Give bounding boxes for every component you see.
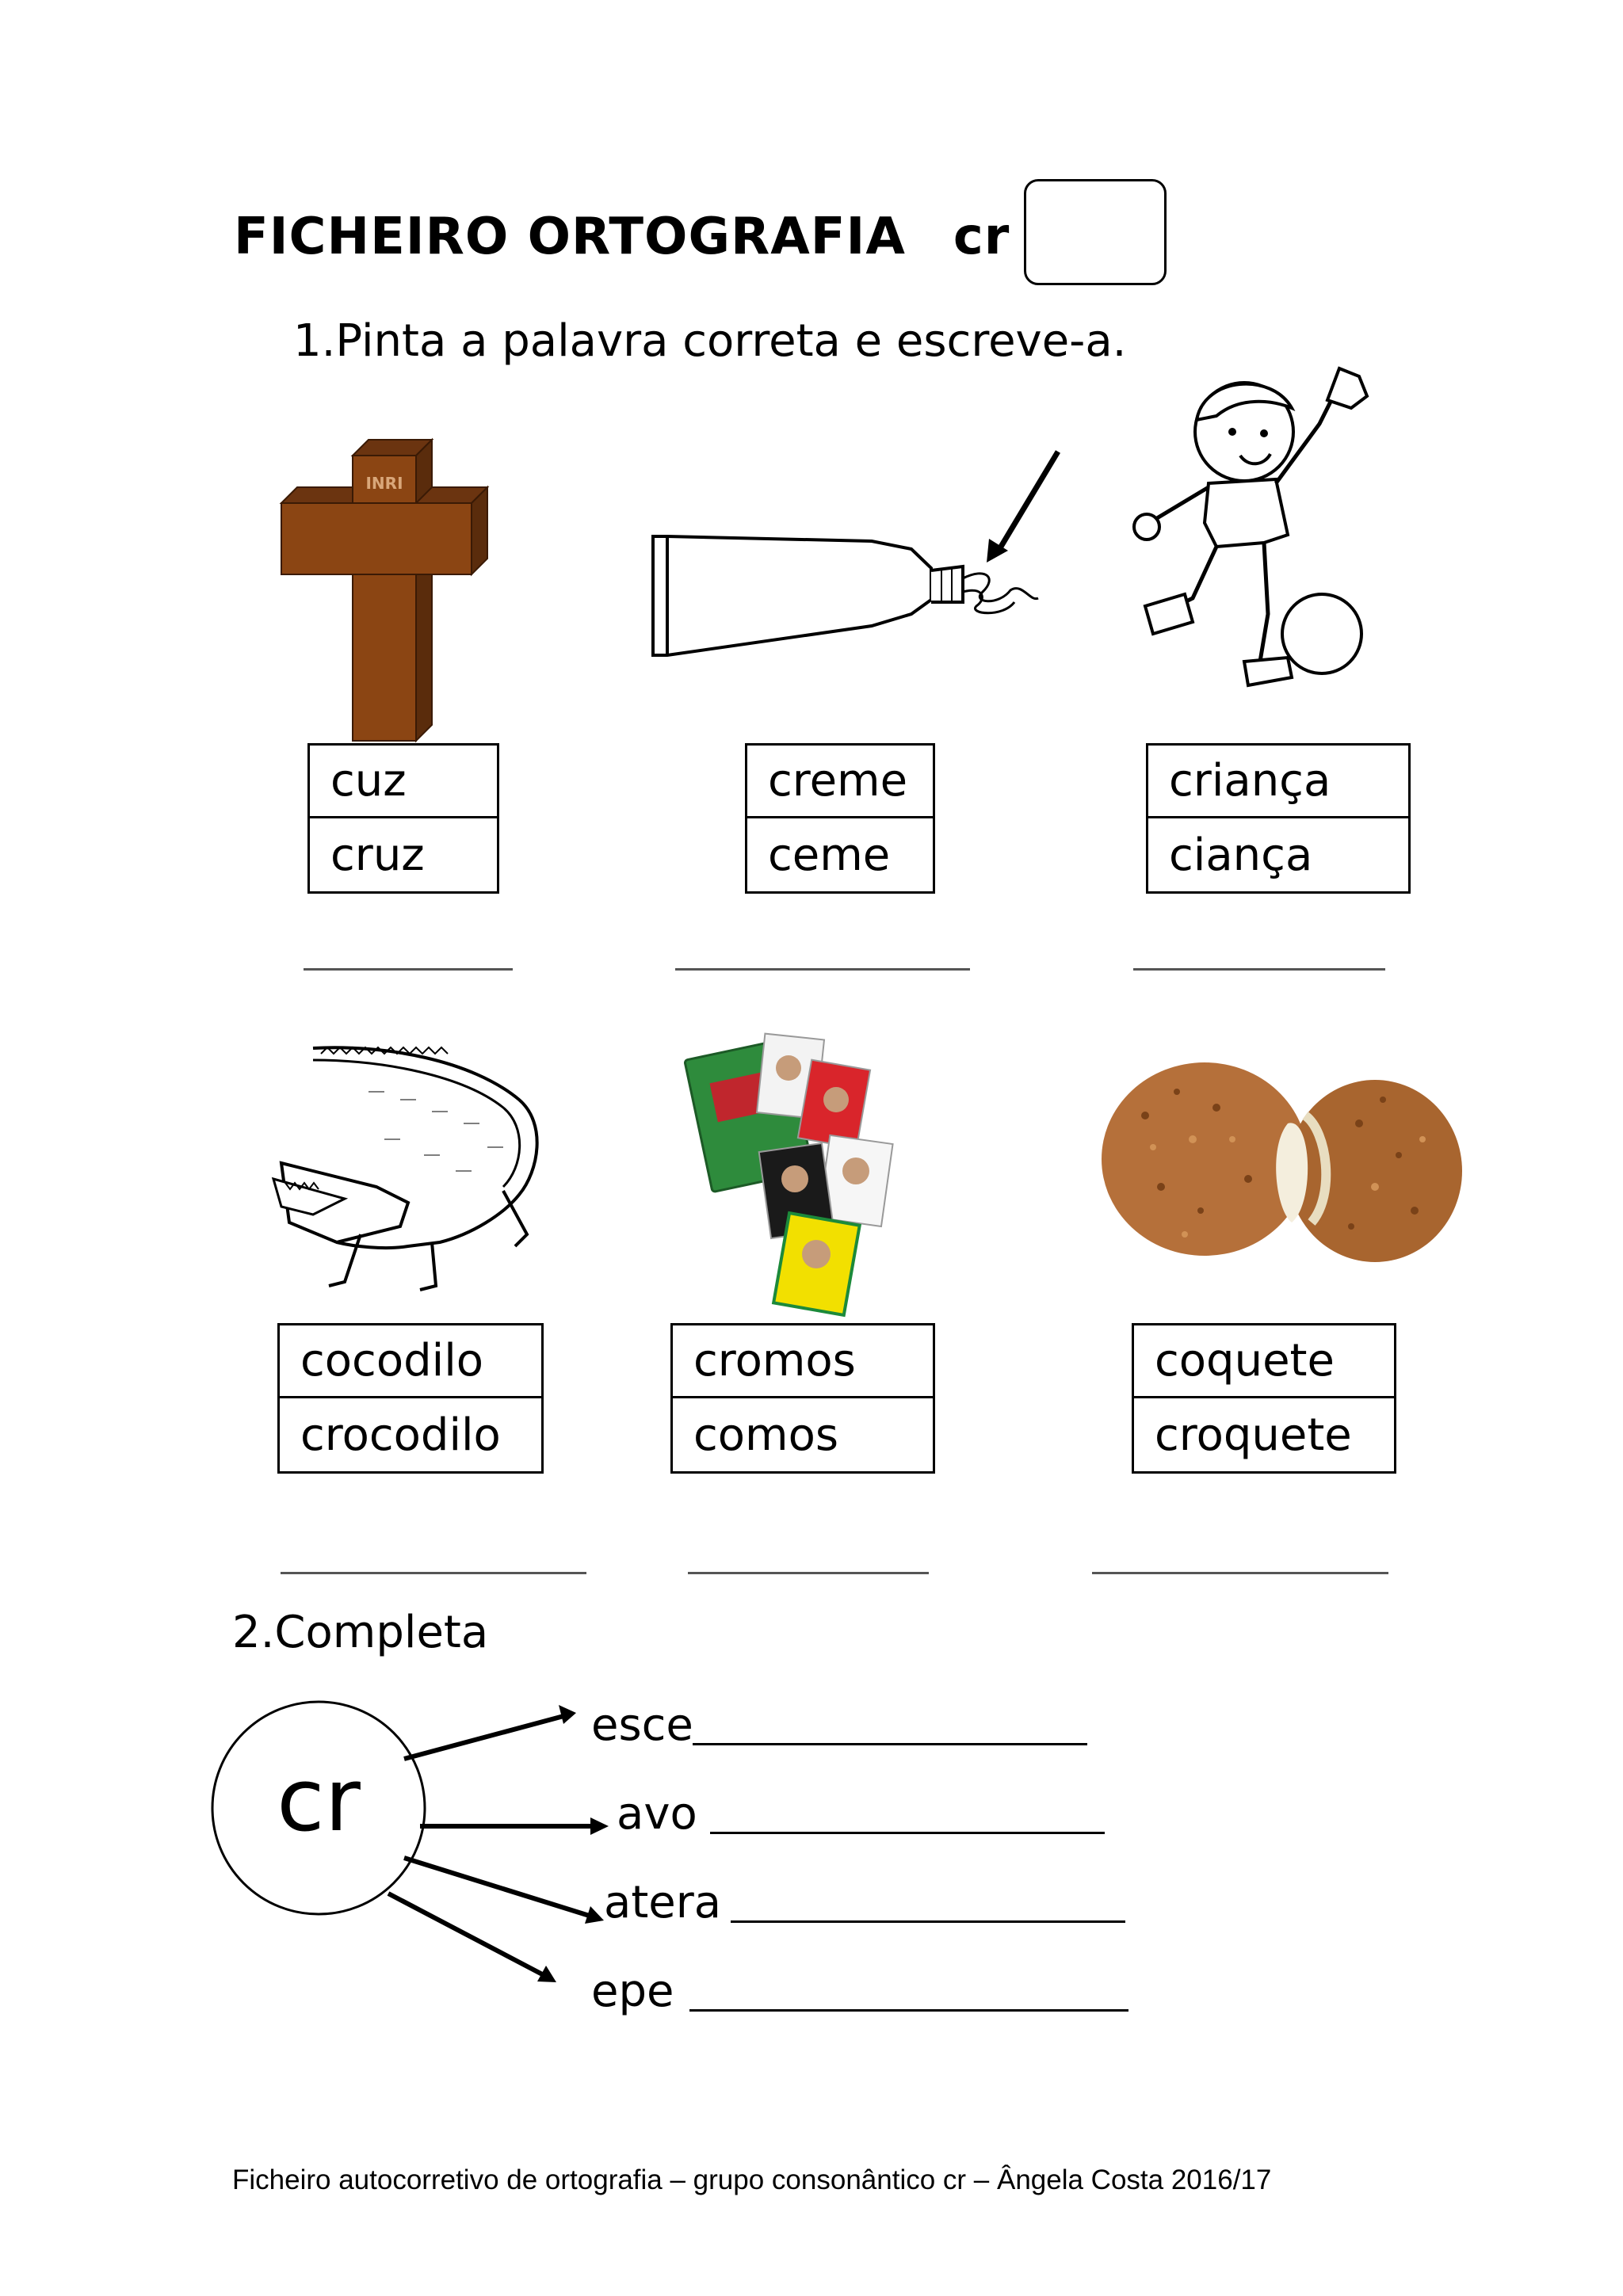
fill-line[interactable] — [693, 1743, 1087, 1745]
exercise1-instruction: 1.Pinta a palavra correta e escreve-a. — [293, 315, 1127, 367]
worksheet-title — [234, 208, 1010, 266]
title-text: FICHEIRO ORTOGRAFIA — [234, 208, 906, 266]
answer-line[interactable] — [281, 1572, 586, 1574]
crocodile-picture — [265, 1044, 551, 1298]
child-picture — [1129, 353, 1383, 701]
cream-tube-picture — [650, 448, 1046, 677]
answer-line[interactable] — [304, 968, 513, 971]
word-option[interactable]: comos — [693, 1409, 839, 1461]
word-option[interactable]: cuz — [310, 746, 497, 818]
cross-label: INRI — [365, 474, 403, 493]
croquette-picture — [1098, 1044, 1466, 1270]
syllable-atera: atera — [604, 1877, 722, 1928]
word-option[interactable]: cromos — [673, 1325, 933, 1398]
word-box-cards — [670, 1323, 935, 1474]
word-box-cream — [745, 743, 935, 894]
syllable-epe: epe — [591, 1966, 674, 2017]
sticker-cards-picture — [693, 1028, 931, 1322]
exercise2-instruction: 2.Completa — [232, 1607, 489, 1658]
cr-arrows-diagram — [210, 1695, 622, 1997]
answer-line[interactable] — [675, 968, 970, 971]
answer-line[interactable] — [688, 1572, 929, 1574]
word-option[interactable]: coquete — [1134, 1325, 1394, 1398]
answer-line[interactable] — [1092, 1572, 1388, 1574]
fill-line[interactable] — [731, 1920, 1125, 1923]
word-option[interactable]: croquete — [1155, 1409, 1352, 1461]
arrow-1 — [404, 1715, 567, 1759]
word-option[interactable]: creme — [747, 746, 933, 818]
word-box-cross — [307, 743, 499, 894]
word-option[interactable]: cruz — [330, 829, 425, 881]
fill-line[interactable] — [689, 2009, 1128, 2012]
arrow-3 — [404, 1858, 594, 1917]
syllable-esce: esce — [591, 1699, 693, 1751]
syllable-avo: avo — [617, 1788, 697, 1840]
word-box-croquette — [1132, 1323, 1396, 1474]
score-box[interactable] — [1024, 179, 1167, 285]
cross-picture — [281, 440, 495, 741]
footer-text: Ficheiro autocorretivo de ortografia – grupo consonântico cr – Ângela Costa 2016/17 — [232, 2164, 1272, 2195]
fill-line[interactable] — [710, 1832, 1105, 1834]
word-option[interactable]: cocodilo — [280, 1325, 541, 1398]
word-box-child — [1146, 743, 1411, 894]
word-option[interactable]: ciança — [1169, 829, 1313, 881]
word-option[interactable]: crocodilo — [300, 1409, 501, 1461]
word-option[interactable]: ceme — [768, 829, 891, 881]
word-box-crocodile — [277, 1323, 544, 1474]
cr-center-label: cr — [277, 1749, 361, 1851]
answer-line[interactable] — [1133, 968, 1385, 971]
word-option[interactable]: criança — [1148, 746, 1408, 818]
arrow-4 — [388, 1894, 547, 1977]
title-suffix: cr — [953, 208, 1010, 266]
